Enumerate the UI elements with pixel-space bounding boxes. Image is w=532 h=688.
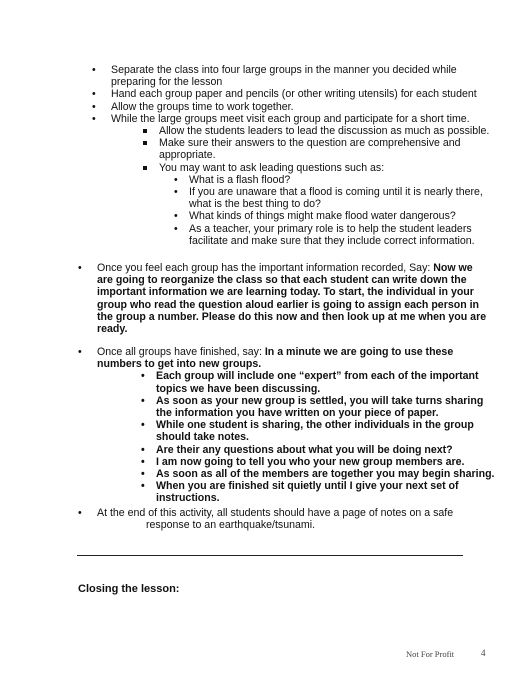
reorganize-section: [78, 262, 488, 335]
sub-list-item: Make sure their answers to the question are comprehensive and appropriate.: [143, 137, 497, 161]
question-item: • What is a flash flood?: [174, 174, 497, 186]
list-item: [78, 346, 495, 505]
horizontal-rule: [77, 555, 463, 556]
wrap-up-list: [78, 507, 488, 531]
wrap-up-line: • At the end of this activity, all students should have a page of notes on a safe: [97, 507, 454, 519]
instruction-list: [141, 370, 501, 504]
sub-list-item: Allow the students leaders to lead the discussion as much as possible.: [143, 125, 497, 137]
list-item: • Hand each group paper and pencils (or other writing utensils) for each student: [92, 88, 497, 100]
sub-list-item: [143, 162, 497, 247]
wrap-up-section: [78, 507, 488, 531]
instruction-item: • Each group will include one “expert” from each of the important topics we have been discussing.: [141, 370, 501, 394]
lead-text: Once you feel each group has the important information recorded, Say:: [97, 262, 434, 274]
list-item: [92, 113, 497, 247]
activity-steps: [92, 64, 497, 247]
list-item: [78, 262, 488, 335]
instruction-item: • As soon as your new group is settled, you will take turns sharing the information you have written on your piece of paper.: [141, 395, 501, 419]
question-item: • What kinds of things might make flood water dangerous?: [174, 210, 497, 222]
wrap-up-line: response to an earthquake/tsunami.: [146, 519, 316, 532]
closing-heading: Closing the lesson:: [78, 583, 180, 595]
instruction-item: • As soon as all of the members are together you may begin sharing.: [141, 468, 501, 480]
step-list: [92, 64, 497, 247]
list-item: [78, 507, 488, 531]
list-item-text: While the large groups meet visit each group and participate for a short time.: [111, 112, 470, 125]
question-item: • As a teacher, your primary role is to help the student leaders facilitate and make sure that they include correct information.: [174, 223, 497, 247]
sub-list-item-text: You may want to ask leading questions such as:: [159, 161, 385, 174]
instruction-item: • When you are finished sit quietly until I give your next set of instructions.: [141, 480, 501, 504]
footer-text: Not For Profit: [406, 649, 455, 659]
new-groups-list: [78, 346, 495, 505]
sub-list: [143, 125, 497, 247]
new-groups-section: [78, 346, 495, 505]
list-item: • Allow the groups time to work together.: [92, 101, 497, 113]
list-item: • Separate the class into four large groups in the manner you decided while preparing for the lesson: [92, 64, 497, 88]
reorganize-list: [78, 262, 488, 335]
question-item: • If you are unaware that a flood is coming until it is nearly there, what is the best thing to do?: [174, 186, 497, 210]
lead-text: Once all groups have finished, say:: [97, 346, 265, 358]
instruction-item: • I am now going to tell you who your new group members are.: [141, 456, 501, 468]
page-number: 4: [481, 648, 486, 658]
script-text: In a minute we are going to use these numbers to get into new groups.: [97, 346, 454, 371]
instruction-item: • Are their any questions about what you will be doing next?: [141, 444, 501, 456]
script-text: Now we are going to reorganize the class so that each student can write down the important information we are learning today. To start, the individual in your group who read the question aloud earlier is going to assign each person in the group a number. Please do this now and then look up at me when you are ready.: [97, 262, 487, 336]
instruction-item: • While one student is sharing, the other individuals in the group should take notes.: [141, 419, 501, 443]
question-list: [174, 174, 497, 247]
